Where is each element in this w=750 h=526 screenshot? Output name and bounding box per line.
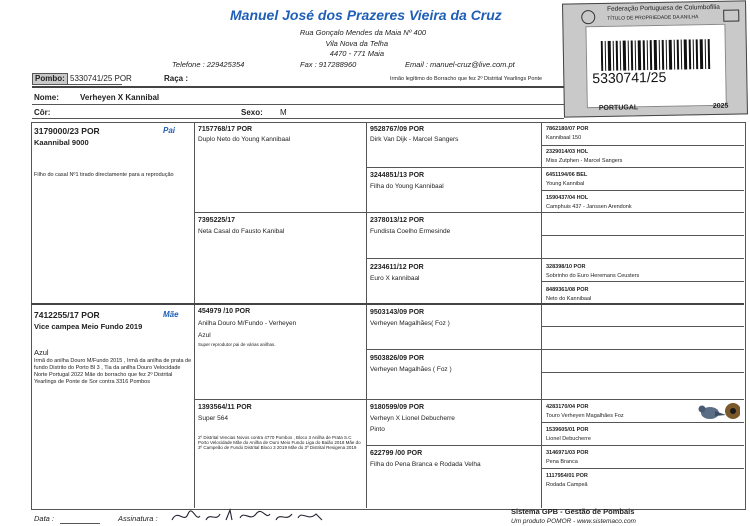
gen4-ring-15: 3146971/03 POR [546, 450, 589, 456]
mae-color: Azul [34, 348, 49, 357]
nome-value: Verheyen X Kannibal [80, 93, 160, 102]
footer-product: Um produto POMOR - www.sistemaco.com [511, 518, 636, 525]
sexo-label: Sexo: [241, 108, 263, 117]
barcode-icon [601, 39, 712, 71]
gen3-name-7: Verheyn X Lionel Debucherre [370, 415, 455, 422]
gen3-ring-8: 622799 /00 POR [370, 450, 423, 457]
pombo-value: 5330741/25 POR [70, 74, 132, 83]
gen3-name-2: Filha do Young Kannibaal [370, 183, 444, 190]
sexo-value: M [280, 108, 287, 117]
mae-note: Irmã do anilha Douro M/Fundo 2015 , Irmã da anilha de prata de fundo Distrito do Porto Bl 3 , Tia da anilha Douro Velocidade Norte Portugal 2022 Mãe do borracho que fez 2º Distrital Yearlings de Ponte de Sor contra 3316 Pombos [34, 358, 192, 385]
certificate-country: PORTUGAL [598, 104, 639, 112]
gen2-color-3: Azul [198, 332, 211, 339]
gen3-name-8: Filha do Pena Branca e Rodada Velha [370, 461, 481, 468]
pai-name: Kaannibal 9000 [34, 138, 89, 147]
gen4-ring-13: 4283170/04 POR [546, 404, 589, 410]
gen3-ring-1: 9528767/09 POR [370, 126, 425, 133]
gen2-ring-4: 1393564/11 POR [198, 404, 252, 411]
gen2-ring-1: 7157768/17 POR [198, 126, 253, 133]
mae-name: Vice campea Meio Fundo 2019 [34, 322, 143, 331]
gen2-note-3: Super reprodutor pai de várias anilhas. [198, 342, 276, 347]
fpc-logo-icon [723, 10, 739, 22]
gen3-name-5: Verheyen Magalhães( Foz ) [370, 320, 450, 327]
gen4-ring-14: 1539605/01 POR [546, 427, 589, 433]
gen4-ring-8: 8489361/08 POR [546, 287, 589, 293]
gen2-name-4: Super 564 [198, 415, 228, 422]
address-street: Rua Gonçalo Mendes da Maia Nº 400 [299, 28, 426, 37]
mae-ring: 7412255/17 POR [34, 310, 100, 320]
gen2-ring-2: 7395225/17 [198, 217, 235, 224]
certificate-year: 2025 [712, 102, 729, 110]
gen3-name-6: Verheyen Magalhães ( Foz ) [370, 366, 452, 373]
gen4-name-1: Kannibaal 150 [546, 135, 582, 141]
gen4-ring-4: 1590437/04 HOL [546, 195, 589, 201]
gen4-name-16: Rodada Campeã [546, 482, 588, 488]
cor-label: Côr: [34, 108, 51, 117]
bird-remark: Irmão legítimo do Borracho que fez 2º Distrital Yearlings Ponte [390, 76, 543, 82]
federation-name: Federação Portuguesa de Columbofilia [607, 3, 720, 13]
nome-label: Nome: [34, 93, 59, 102]
gen2-note-4: 2º Distrital Vencias Novos contra 4770 Pombos , Bloco 3 Anilha de Prata S.C Porto Velocidade Mãe do Anilha de Ouro Meio Fundo Liga do Baião 2018 Mãe do 3º Campeão de Fundo Distrital Bloco 3 2019 Mãe do 3º Distrital Resigena 2019 [198, 435, 361, 450]
gen3-ring-6: 9503826/09 POR [370, 355, 425, 362]
address-town: Vila Nova da Telha [325, 39, 388, 48]
gen4-name-14: Lionel Debucherre [546, 436, 591, 442]
gen2-name-3: Anilha Douro M/Fundo - Verheyen [198, 320, 297, 327]
gen4-name-2: Miss Zutphen - Marcel Sangers [546, 158, 623, 164]
gen3-name-1: Dirk Van Dijk - Marcel Sangers [370, 136, 459, 143]
certificate-ring-number: 5330741/25 [592, 68, 667, 87]
signature-icon [170, 506, 330, 526]
gen3-color-7: Pinto [370, 426, 385, 433]
gen4-ring-2: 2329014/03 HOL [546, 149, 589, 155]
gen4-name-4: Camphuis 437 - Janssen Arendonk [546, 204, 632, 210]
footer-brand: Sistema GPB - Gestão de Pombais [511, 507, 635, 516]
gen2-name-1: Duplo Neto do Young Kannibaal [198, 136, 291, 143]
gen3-name-4: Euro X kannibaal [370, 275, 420, 282]
gen4-ring-3: 6451194/06 BEL [546, 172, 588, 178]
gen3-ring-3: 2378013/12 POR [370, 217, 425, 224]
gen4-name-3: Young Kannibal [546, 181, 585, 187]
gen4-ring-16: 1117954/01 POR [546, 473, 588, 479]
gen4-name-8: Neto do Kannibaal [546, 296, 592, 302]
mae-tag: Mãe [163, 310, 179, 319]
gen4-name-15: Pena Branca [546, 459, 578, 465]
ring-certificate [562, 0, 748, 117]
gen4-ring-7: 328398/10 POR [546, 264, 586, 270]
email: Email : manuel-cruz@live.com.pt [405, 60, 515, 69]
barcode-panel [585, 24, 726, 108]
raca-label: Raça : [164, 74, 189, 83]
gen3-name-3: Fundista Coelho Ermesinde [370, 228, 451, 235]
gen2-ring-3: 454979 /10 POR [198, 308, 251, 315]
gen3-ring-7: 9180599/09 POR [370, 404, 425, 411]
gen3-ring-2: 3244851/13 POR [370, 172, 425, 179]
gen2-name-2: Neta Casal do Fausto Kanibal [198, 228, 285, 235]
pigeon-photo-icon [696, 401, 740, 421]
fax: Fax : 917288960 [300, 60, 357, 69]
certificate-title: TÍTULO DE PROPRIEDADE DA ANILHA [607, 14, 699, 22]
address-postcode: 4470 - 771 Maia [329, 49, 384, 58]
pombo-label: Pombo: [35, 74, 65, 83]
assinatura-label: Assinatura : [118, 514, 158, 523]
pai-ring: 3179000/23 POR [34, 126, 100, 136]
pai-tag: Pai [163, 126, 176, 135]
data-label: Data : [34, 514, 55, 523]
pai-note: Filho do casal Nº1 tirado directamente para a reprodução [34, 172, 174, 178]
gen4-name-13: Touro Verheyen Magalhães Foz [546, 413, 624, 419]
owner-name: Manuel José dos Prazeres Vieira da Cruz [230, 7, 502, 23]
gen3-ring-5: 9503143/09 POR [370, 309, 425, 316]
gen3-ring-4: 2234611/12 POR [370, 264, 424, 271]
phone: Telefone : 229425354 [172, 60, 245, 69]
pombo-label-box [32, 73, 68, 85]
gen4-name-7: Sobrinho do Euro Heremans Ceusters [546, 273, 640, 279]
gen4-ring-1: 7862180/07 POR [546, 126, 589, 132]
federation-logo-icon [581, 10, 595, 24]
